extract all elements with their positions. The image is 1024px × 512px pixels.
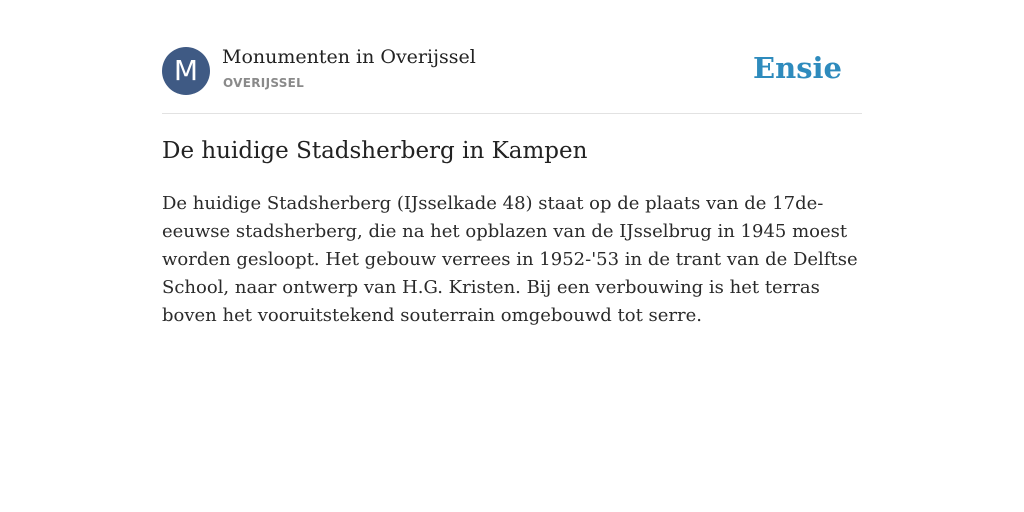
collection-subtitle: OVERIJSSEL [223,76,305,90]
brand-logo[interactable]: Ensie [753,51,842,85]
article-body: De huidige Stadsherberg (IJsselkade 48) staat op de plaats van de 17de-eeuwse stadsherberg, die na het opblazen van de IJsselbrug in 1945 moest worden gesloopt. Het gebouw verrees in 1952-'53 in de trant van de Delftse School, naar ontwerp van H.G. Kristen. Bij een verbouwing is het terras boven het vooruitstekend souterrain omgebouwd tot serre. [162,193,858,326]
collection-avatar[interactable]: M [162,47,210,95]
article-title: De huidige Stadsherberg in Kampen [162,138,588,164]
collection-title-link[interactable]: Monumenten in Overijssel [222,46,476,68]
article-card [162,0,862,326]
card-header [162,0,862,114]
